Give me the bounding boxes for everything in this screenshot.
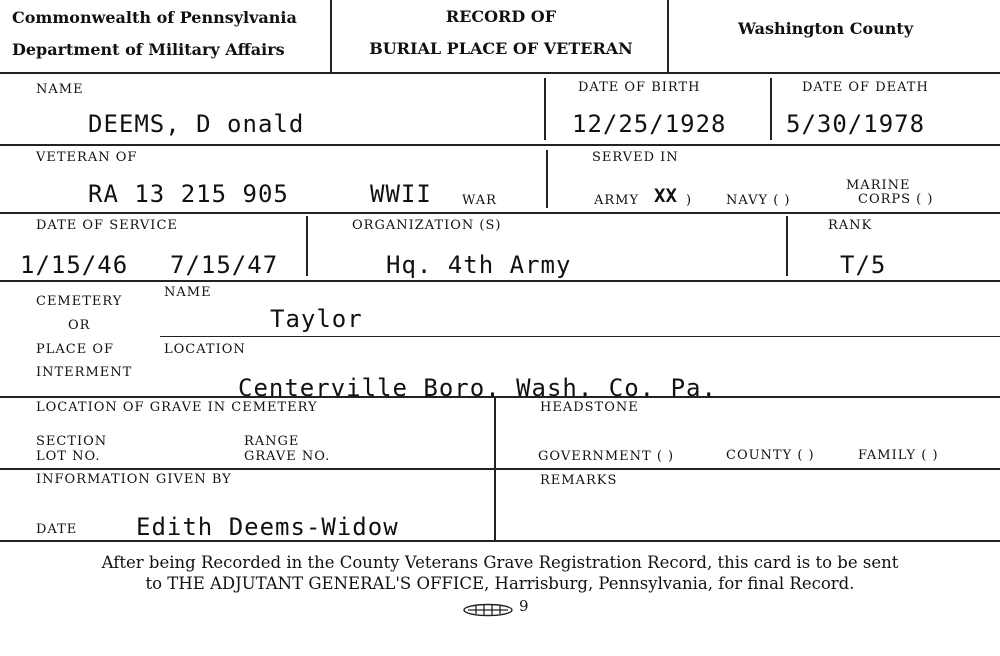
or-label: OR [68,318,91,333]
date-of-death: 5/30/1978 [786,110,926,138]
information-given-by-label: INFORMATION GIVEN BY [36,472,232,487]
cemetery-bottom-rule [0,396,1000,398]
org-line-2: Department of Military Affairs [12,40,285,59]
place-of-label: PLACE OF [36,342,115,357]
row2-divider [546,150,548,208]
date-of-birth: 12/25/1928 [572,110,727,138]
section-label: SECTION [36,434,108,449]
war-label: WAR [462,193,497,208]
org-line-1: Commonwealth of Pennsylvania [12,8,297,27]
grave-number-label: GRAVE NO. [244,449,331,464]
cemetery-name: Taylor [270,305,363,333]
government-option: GOVERNMENT ( ) [538,449,675,464]
row2-bottom-rule [0,212,1000,214]
rank-value: T/5 [840,251,887,279]
form-title-line-2: BURIAL PLACE OF VETERAN [369,39,633,58]
organization-label: ORGANIZATION (S) [352,218,502,233]
family-option: FAMILY ( ) [858,448,939,463]
footer-instruction-line-1: After being Recorded in the County Veterans Grave Registration Record, this card is to be sent [101,553,899,572]
service-number: RA 13 215 905 [88,180,289,208]
informant-name: Edith Deems-Widow [136,513,399,541]
rank-label: RANK [828,218,873,233]
row3-bottom-rule [0,280,1000,282]
location-label: LOCATION [164,342,246,357]
lot-number-label: LOT NO. [36,449,101,464]
war-value: WWII [370,180,432,208]
remarks-label: REMARKS [540,473,618,488]
county-option: COUNTY ( ) [726,448,815,463]
cemetery-label: CEMETERY [36,294,123,309]
service-start-date: 1/15/46 [20,251,129,279]
organization-value: Hq. 4th Army [386,251,572,279]
form-title-line-1: RECORD OF [445,7,557,26]
cemetery-location: Centerville Boro. Wash. Co. Pa. [238,374,717,402]
name-label: NAME [36,82,84,97]
row3-divider-2 [786,216,788,276]
range-label: RANGE [244,434,300,449]
cemetery-name-rule [160,336,1000,337]
row1-divider-2 [770,78,772,140]
info-bottom-rule [0,540,1000,542]
veteran-name: DEEMS, D onald [88,110,305,138]
header-divider-1 [330,0,332,72]
grave-bottom-rule [0,468,1000,470]
veteran-of-label: VETERAN OF [36,150,138,165]
union-label-number: 9 [519,597,529,615]
header-bottom-rule [0,72,1000,74]
row1-bottom-rule [0,144,1000,146]
row3-divider-1 [306,216,308,276]
served-in-label: SERVED IN [592,150,679,165]
dod-label: DATE OF DEATH [802,80,929,95]
navy-label: NAVY ( ) [726,193,791,208]
header-divider-2 [667,0,669,72]
date-of-service-label: DATE OF SERVICE [36,218,178,233]
union-bug-icon [462,602,514,618]
service-end-date: 7/15/47 [170,251,279,279]
date-label: DATE [36,522,78,537]
grave-location-label: LOCATION OF GRAVE IN CEMETERY [36,400,318,415]
marine-label: MARINE [846,178,911,193]
union-label-icon [462,602,514,618]
army-mark: XX [654,185,677,207]
corps-label: CORPS ( ) [858,192,934,207]
interment-label: INTERMENT [36,365,133,380]
army-close-paren: ) [686,193,693,208]
army-label: ARMY [594,193,640,208]
county-name: Washington County [738,19,914,38]
footer-instruction-line-2: to THE ADJUTANT GENERAL'S OFFICE, Harrisburg, Pennsylvania, for final Record. [145,574,855,593]
dob-label: DATE OF BIRTH [578,80,701,95]
row1-divider-1 [544,78,546,140]
headstone-label: HEADSTONE [540,400,639,415]
cemetery-name-label: NAME [164,285,212,300]
